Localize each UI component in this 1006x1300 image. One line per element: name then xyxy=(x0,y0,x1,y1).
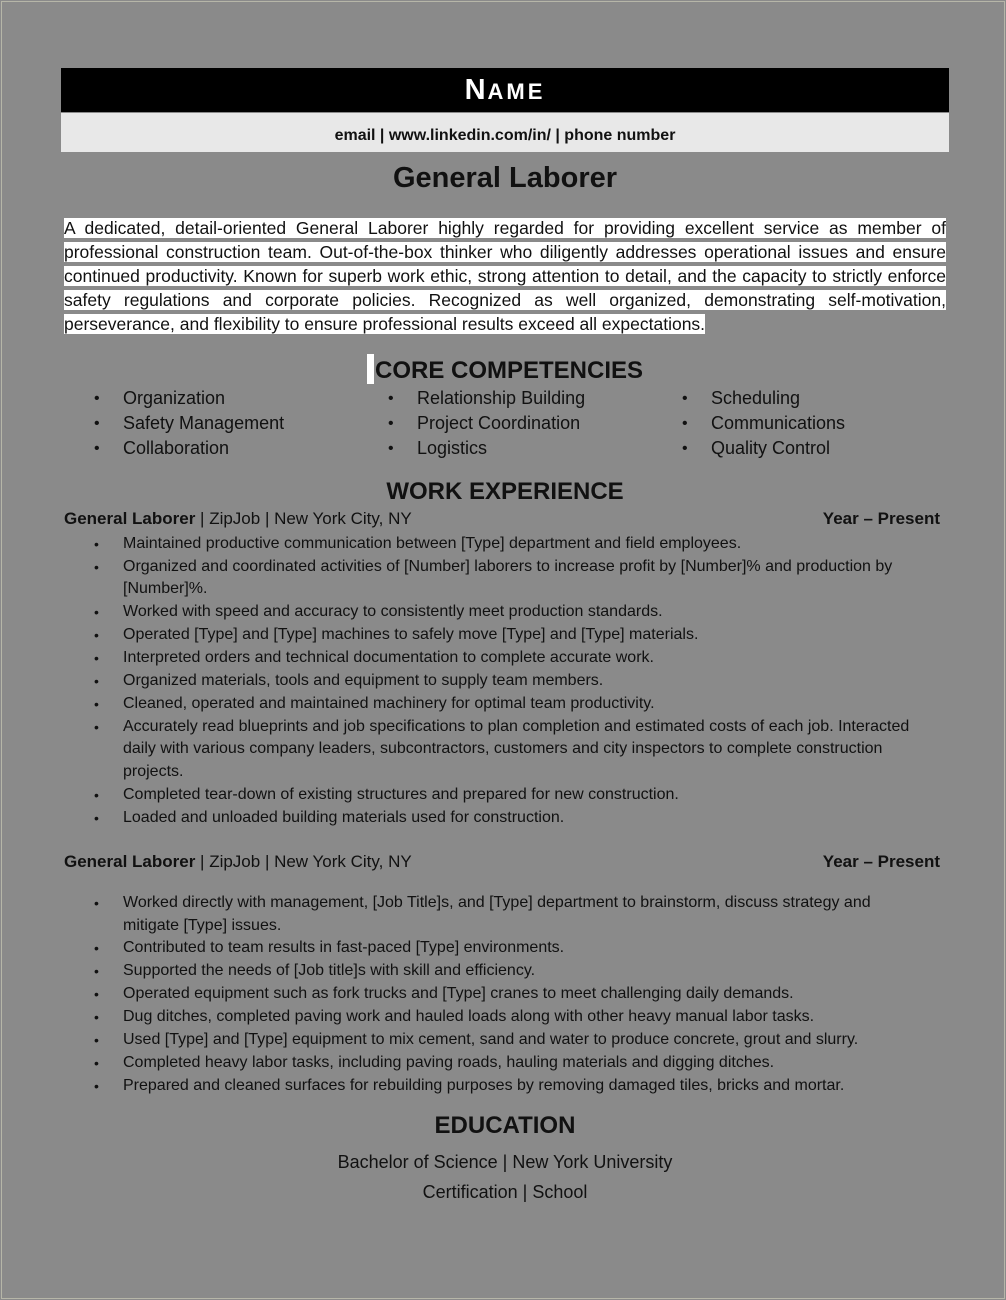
competencies-column-1 xyxy=(123,386,284,461)
education-heading: EDUCATION xyxy=(434,1112,576,1139)
job-bullets xyxy=(123,533,923,829)
competencies-heading-text: CORE COMPETENCIES xyxy=(374,357,644,384)
competency-item: • Scheduling xyxy=(711,386,845,411)
job-details: | ZipJob | New York City, NY xyxy=(195,852,412,871)
education-line: Certification | School xyxy=(422,1182,588,1202)
list-item: • Supported the needs of [Job title]s with skill and efficiency. xyxy=(123,960,923,983)
list-item: • Used [Type] and [Type] equipment to mix cement, sand and water to produce concrete, grout and slurry. xyxy=(123,1029,923,1052)
competency-item: • Collaboration xyxy=(123,436,284,461)
job-dates: Year – Present xyxy=(822,509,940,528)
competency-item: • Organization xyxy=(123,386,284,411)
job-bullets xyxy=(123,892,923,1098)
list-item: • Loaded and unloaded building materials used for construction. xyxy=(123,807,923,830)
job-dates: Year – Present xyxy=(822,852,940,871)
summary-text: A dedicated, detail-oriented General Laborer highly regarded for providing excellent service as member of professional construction team. Out-of-the-box thinker who diligently addresses operational issues and ensure continued productivity. Known for superb work ethic, strong attention to detail, and the capacity to strictly enforce safety regulations and corporate policies. Recognized as well organized, demonstrating self-motivation, perseverance, and flexibility to ensure professional results exceed all expectations. xyxy=(64,218,946,334)
job-header xyxy=(64,852,940,872)
resume-title: General Laborer xyxy=(392,162,618,194)
list-item: • Organized and coordinated activities of [Number] laborers to increase profit by [Number]% and production by [Number]%. xyxy=(123,556,923,601)
list-item: • Interpreted orders and technical documentation to complete accurate work. xyxy=(123,647,923,670)
competencies-column-2 xyxy=(417,386,585,461)
text-cursor xyxy=(367,354,374,384)
name-rest: AME xyxy=(487,79,546,104)
education-line: Bachelor of Science | New York University xyxy=(337,1152,673,1172)
job-details: | ZipJob | New York City, NY xyxy=(195,509,412,528)
job-title: General Laborer xyxy=(64,509,196,528)
competency-item: • Project Coordination xyxy=(417,411,585,436)
work-experience-heading: WORK EXPERIENCE xyxy=(386,478,624,505)
resume-page xyxy=(1,1,1005,1299)
competencies-column-3 xyxy=(711,386,845,461)
list-item: • Completed tear-down of existing structures and prepared for new construction. xyxy=(123,784,923,807)
list-item: • Operated [Type] and [Type] machines to safely move [Type] and [Type] materials. xyxy=(123,624,923,647)
list-item: • Accurately read blueprints and job specifications to plan completion and estimated costs of each job. Interacted daily with various company leaders, subcontractors, customers and city inspectors to complete construction projects. xyxy=(123,716,923,784)
list-item: • Completed heavy labor tasks, including paving roads, hauling materials and digging ditches. xyxy=(123,1052,923,1075)
competency-item: • Quality Control xyxy=(711,436,845,461)
contact-info: email | www.linkedin.com/in/ | phone number xyxy=(61,113,949,152)
list-item: • Organized materials, tools and equipment to supply team members. xyxy=(123,670,923,693)
competency-item: • Relationship Building xyxy=(417,386,585,411)
competencies-heading xyxy=(2,354,1006,385)
list-item: • Cleaned, operated and maintained machinery for optimal team productivity. xyxy=(123,693,923,716)
list-item: • Dug ditches, completed paving work and hauled loads along with other heavy manual labor tasks. xyxy=(123,1006,923,1029)
list-item: • Contributed to team results in fast-paced [Type] environments. xyxy=(123,937,923,960)
list-item: • Prepared and cleaned surfaces for rebuilding purposes by removing damaged tiles, bricks and mortar. xyxy=(123,1075,923,1098)
list-item: • Worked with speed and accuracy to consistently meet production standards. xyxy=(123,601,923,624)
competency-item: • Logistics xyxy=(417,436,585,461)
competency-item: • Safety Management xyxy=(123,411,284,436)
job-title: General Laborer xyxy=(64,852,196,871)
list-item: • Operated equipment such as fork trucks and [Type] cranes to meet challenging daily demands. xyxy=(123,983,923,1006)
name-initial: N xyxy=(464,74,488,106)
job-header xyxy=(64,509,940,529)
list-item: • Worked directly with management, [Job Title]s, and [Type] department to brainstorm, discuss strategy and mitigate [Type] issues. xyxy=(123,892,923,937)
competency-item: • Communications xyxy=(711,411,845,436)
name-header xyxy=(61,68,949,112)
professional-summary xyxy=(64,216,946,336)
list-item: • Maintained productive communication between [Type] department and field employees. xyxy=(123,533,923,556)
